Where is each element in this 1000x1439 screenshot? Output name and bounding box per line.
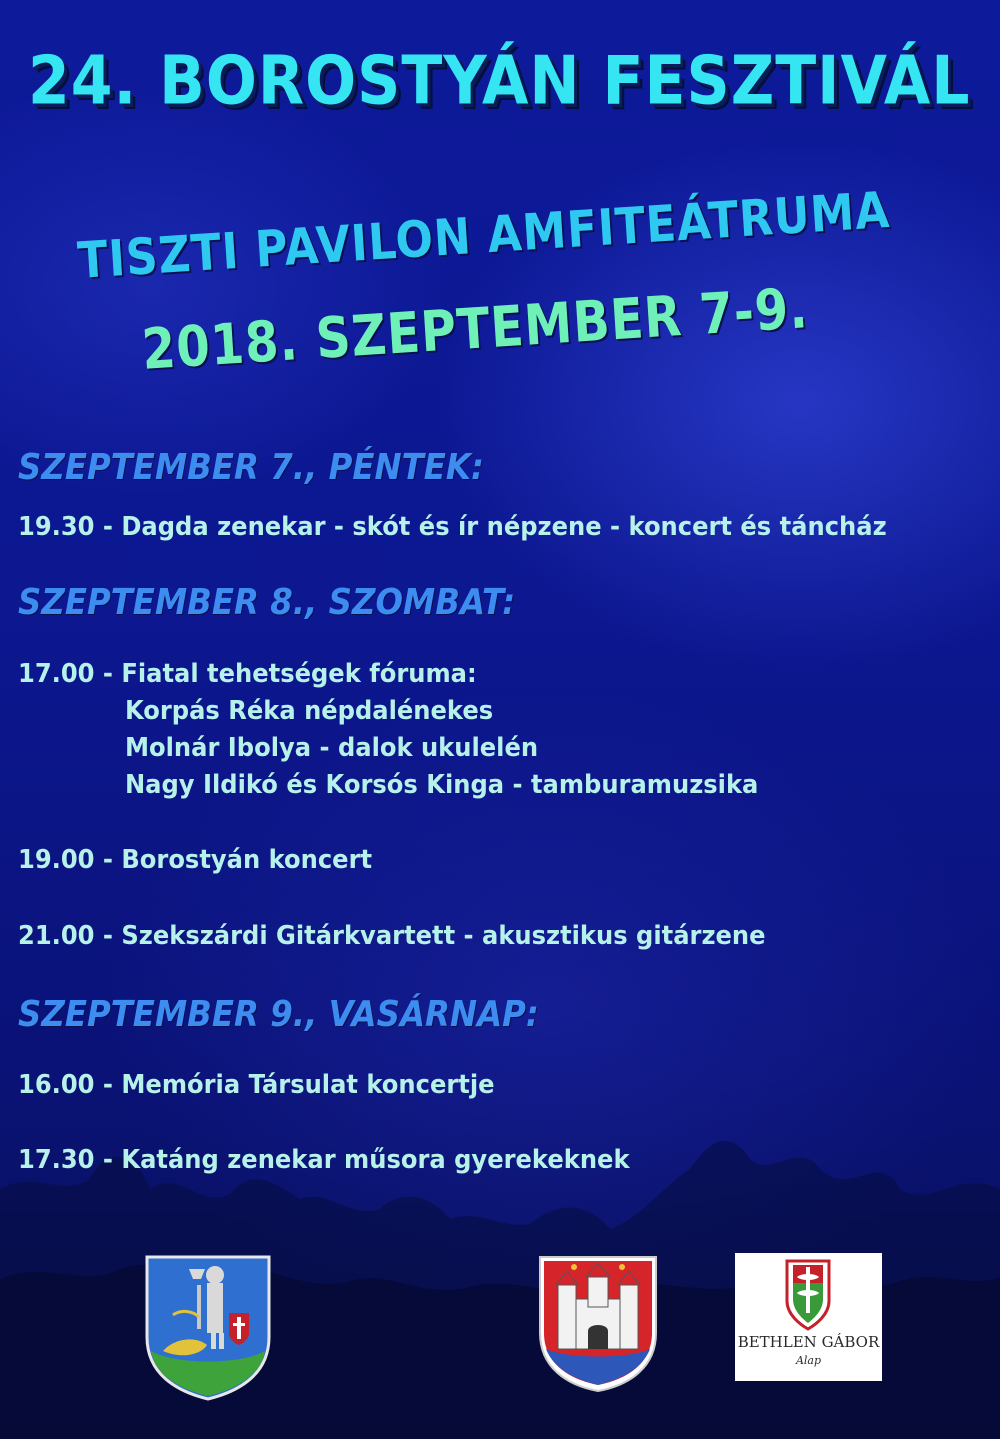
city-coat-of-arms-icon <box>145 1255 271 1401</box>
day-heading-friday: SZEPTEMBER 7., PÉNTEK: <box>18 447 484 488</box>
event-time-line: 17.30 - Katáng zenekar műsora gyerekeknek <box>18 1145 630 1175</box>
event-item <box>18 1142 630 1179</box>
festival-dates: 2018. SZEPTEMBER 7-9. <box>140 276 811 383</box>
event-sub-line: Nagy Ildikó és Korsós Kinga - tamburamuzsika <box>124 770 759 800</box>
event-time-line: 19.30 - Dagda zenekar - skót és ír népzene - koncert és táncház <box>18 512 887 542</box>
event-item <box>18 918 766 955</box>
town-coat-of-arms-icon <box>538 1255 658 1393</box>
event-sub-line: Korpás Réka népdalénekes <box>124 696 494 726</box>
event-item <box>18 842 372 879</box>
venue-name: TISZTI PAVILON AMFITEÁTRUMA <box>76 180 892 290</box>
bethlen-emblem-icon <box>735 1253 882 1333</box>
day-heading-sunday: SZEPTEMBER 9., VASÁRNAP: <box>18 994 539 1035</box>
day-heading-saturday: SZEPTEMBER 8., SZOMBAT: <box>18 582 516 623</box>
event-item <box>18 1067 495 1104</box>
event-time-line: 21.00 - Szekszárdi Gitárkvartett - akusztikus gitárzene <box>18 921 766 951</box>
event-sub-line: Molnár Ibolya - dalok ukulelén <box>124 733 539 763</box>
event-item <box>18 656 758 804</box>
event-item <box>18 509 887 546</box>
event-time-line: 19.00 - Borostyán koncert <box>18 845 373 875</box>
sponsor-name: BETHLEN GÁBOR <box>737 1333 880 1351</box>
bethlen-gabor-alap-logo <box>735 1253 882 1381</box>
sponsor-subtitle: Alap <box>795 1354 822 1367</box>
festival-title: 24. BOROSTYÁN FESZTIVÁL <box>28 42 971 121</box>
event-time-line: 16.00 - Memória Társulat koncertje <box>18 1070 495 1100</box>
event-time-line: 17.00 - Fiatal tehetségek fóruma: <box>18 659 477 689</box>
